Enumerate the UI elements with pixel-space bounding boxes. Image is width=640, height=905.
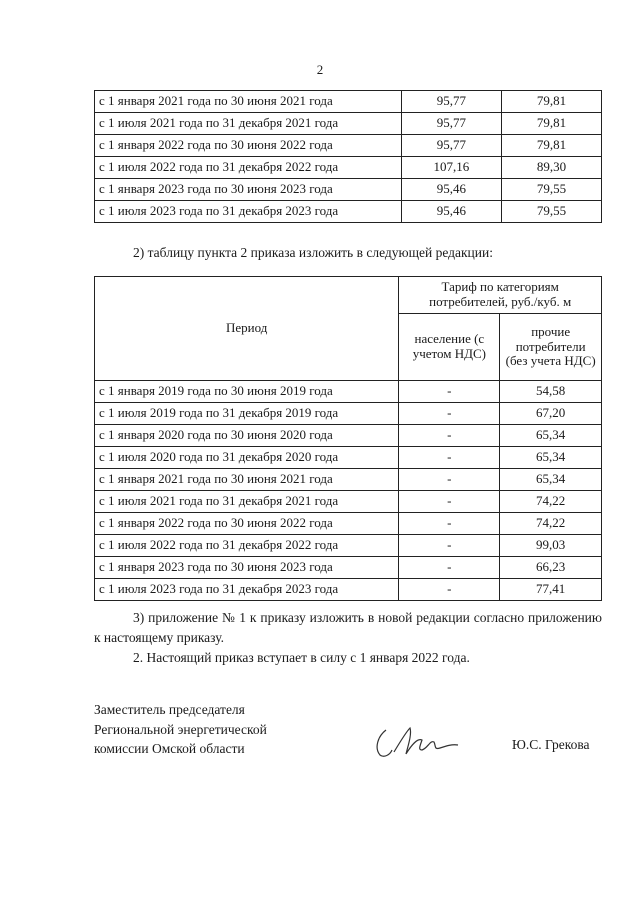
value-cell: 74,22 xyxy=(500,513,602,535)
table-row xyxy=(95,469,602,491)
period-cell: с 1 января 2021 года по 30 июня 2021 года xyxy=(95,91,402,113)
period-cell: с 1 января 2023 года по 30 июня 2023 года xyxy=(95,557,399,579)
table-row xyxy=(95,513,602,535)
value-cell: 95,77 xyxy=(401,113,501,135)
value-cell: 95,77 xyxy=(401,91,501,113)
paragraph-table-intro: 2) таблицу пункта 2 приказа изложить в следующей редакции: xyxy=(133,245,493,260)
table-row xyxy=(95,135,602,157)
value-cell: 67,20 xyxy=(500,403,602,425)
handwritten-signature xyxy=(372,722,462,762)
period-cell: с 1 июля 2020 года по 31 декабря 2020 года xyxy=(95,447,399,469)
period-cell: с 1 июля 2021 года по 31 декабря 2021 года xyxy=(95,113,402,135)
value-cell: 95,46 xyxy=(401,179,501,201)
period-cell: с 1 июля 2022 года по 31 декабря 2022 года xyxy=(95,535,399,557)
table-row xyxy=(95,579,602,601)
period-cell: с 1 января 2022 года по 30 июня 2022 года xyxy=(95,135,402,157)
value-cell: 79,55 xyxy=(501,179,601,201)
value-cell: - xyxy=(399,535,500,557)
page-number: 2 xyxy=(316,62,324,77)
table-row xyxy=(95,447,602,469)
value-cell: 66,23 xyxy=(500,557,602,579)
table-row xyxy=(95,113,602,135)
value-cell: 95,46 xyxy=(401,201,501,223)
value-cell: 77,41 xyxy=(500,579,602,601)
header-period: Период xyxy=(95,277,399,381)
tariff-table-point-2 xyxy=(94,276,602,601)
period-cell: с 1 июля 2023 года по 31 декабря 2023 года xyxy=(95,579,399,601)
tariff-table-continued xyxy=(94,90,602,223)
period-cell: с 1 июля 2019 года по 31 декабря 2019 года xyxy=(95,403,399,425)
table-row xyxy=(95,91,602,113)
value-cell: 107,16 xyxy=(401,157,501,179)
value-cell: 65,34 xyxy=(500,447,602,469)
period-cell: с 1 июля 2022 года по 31 декабря 2022 года xyxy=(95,157,402,179)
value-cell: - xyxy=(399,425,500,447)
period-cell: с 1 июля 2023 года по 31 декабря 2023 года xyxy=(95,201,402,223)
value-cell: 65,34 xyxy=(500,425,602,447)
value-cell: 99,03 xyxy=(500,535,602,557)
value-cell: - xyxy=(399,447,500,469)
table-row xyxy=(95,557,602,579)
table-row xyxy=(95,491,602,513)
value-cell: 65,34 xyxy=(500,469,602,491)
table-row xyxy=(95,201,602,223)
value-cell: - xyxy=(399,403,500,425)
value-cell: - xyxy=(399,469,500,491)
table-row xyxy=(95,425,602,447)
header-tariff: Тариф по категориям потребителей, руб./куб. м xyxy=(399,277,602,314)
value-cell: 89,30 xyxy=(501,157,601,179)
header-population: население (с учетом НДС) xyxy=(399,314,500,381)
table-row xyxy=(95,403,602,425)
paragraph-effective-date: 2. Настоящий приказ вступает в силу с 1 января 2022 года. xyxy=(133,650,470,665)
header-other-consumers: прочие потребители (без учета НДС) xyxy=(500,314,602,381)
signatory-title-line: Заместитель председателя xyxy=(94,702,245,717)
value-cell: 79,81 xyxy=(501,113,601,135)
value-cell: - xyxy=(399,557,500,579)
value-cell: - xyxy=(399,513,500,535)
value-cell: 79,81 xyxy=(501,91,601,113)
period-cell: с 1 января 2019 года по 30 июня 2019 года xyxy=(95,381,399,403)
signatory-title-line: Региональной энергетической xyxy=(94,721,267,737)
value-cell: 79,55 xyxy=(501,201,601,223)
signatory-title-line: комиссии Омской области xyxy=(94,741,245,757)
period-cell: с 1 января 2023 года по 30 июня 2023 года xyxy=(95,179,402,201)
value-cell: - xyxy=(399,491,500,513)
signatory-title xyxy=(94,700,267,759)
value-cell: 79,81 xyxy=(501,135,601,157)
table-row xyxy=(95,535,602,557)
period-cell: с 1 июля 2021 года по 31 декабря 2021 года xyxy=(95,491,399,513)
table-row xyxy=(95,157,602,179)
table-row xyxy=(95,381,602,403)
value-cell: 54,58 xyxy=(500,381,602,403)
value-cell: 95,77 xyxy=(401,135,501,157)
period-cell: с 1 января 2022 года по 30 июня 2022 года xyxy=(95,513,399,535)
table-row xyxy=(95,179,602,201)
value-cell: - xyxy=(399,579,500,601)
signatory-name: Ю.С. Грекова xyxy=(512,737,590,752)
value-cell: 74,22 xyxy=(500,491,602,513)
period-cell: с 1 января 2020 года по 30 июня 2020 года xyxy=(95,425,399,447)
paragraph-appendix: 3) приложение № 1 к приказу изложить в новой редакции согласно приложению к настоящему приказу. xyxy=(94,610,602,646)
period-cell: с 1 января 2021 года по 30 июня 2021 года xyxy=(95,469,399,491)
value-cell: - xyxy=(399,381,500,403)
